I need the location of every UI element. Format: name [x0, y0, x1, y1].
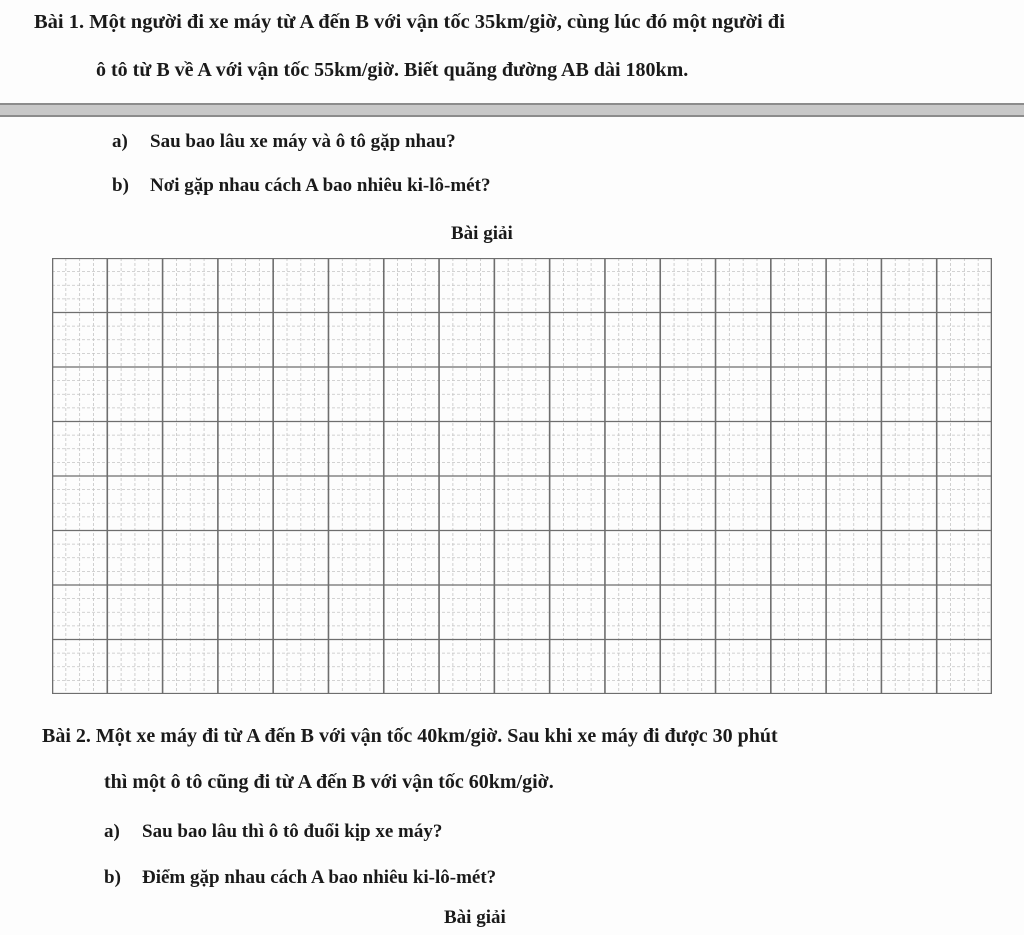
exercise-2-statement-line-1: Bài 2. Một xe máy đi từ A đến B với vận tốc 40km/giờ. Sau khi xe máy đi được 30 phút [42, 725, 778, 747]
answer-grid [52, 258, 992, 694]
section-divider [0, 103, 1024, 117]
question-a-marker: a) [104, 821, 120, 842]
exercise-2-question-a [104, 820, 442, 844]
question-a-marker: a) [112, 131, 128, 152]
exercise-1-question-b [112, 174, 490, 198]
question-b-marker: b) [112, 175, 129, 196]
exercise-1-solution-heading: Bài giải [451, 223, 513, 244]
exercise-1-statement-line-2: ô tô từ B về A với vận tốc 55km/giờ. Biết quãng đường AB dài 180km. [96, 59, 689, 81]
exercise-2-question-b [104, 866, 496, 890]
exercise-1-question-a [112, 130, 456, 154]
question-b-marker: b) [104, 867, 121, 888]
question-a-text: Sau bao lâu thì ô tô đuổi kịp xe máy? [142, 821, 443, 842]
exercise-2-solution-heading: Bài giải [444, 907, 506, 928]
question-b-text: Điểm gặp nhau cách A bao nhiêu ki-lô-mét? [142, 867, 497, 888]
question-a-text: Sau bao lâu xe máy và ô tô gặp nhau? [150, 131, 456, 152]
question-b-text: Nơi gặp nhau cách A bao nhiêu ki-lô-mét? [150, 175, 491, 196]
exercise-1-statement-line-1: Bài 1. Một người đi xe máy từ A đến B với vận tốc 35km/giờ, cùng lúc đó một người đi [34, 11, 785, 33]
exercise-2-statement-line-2: thì một ô tô cũng đi từ A đến B với vận tốc 60km/giờ. [104, 771, 554, 793]
